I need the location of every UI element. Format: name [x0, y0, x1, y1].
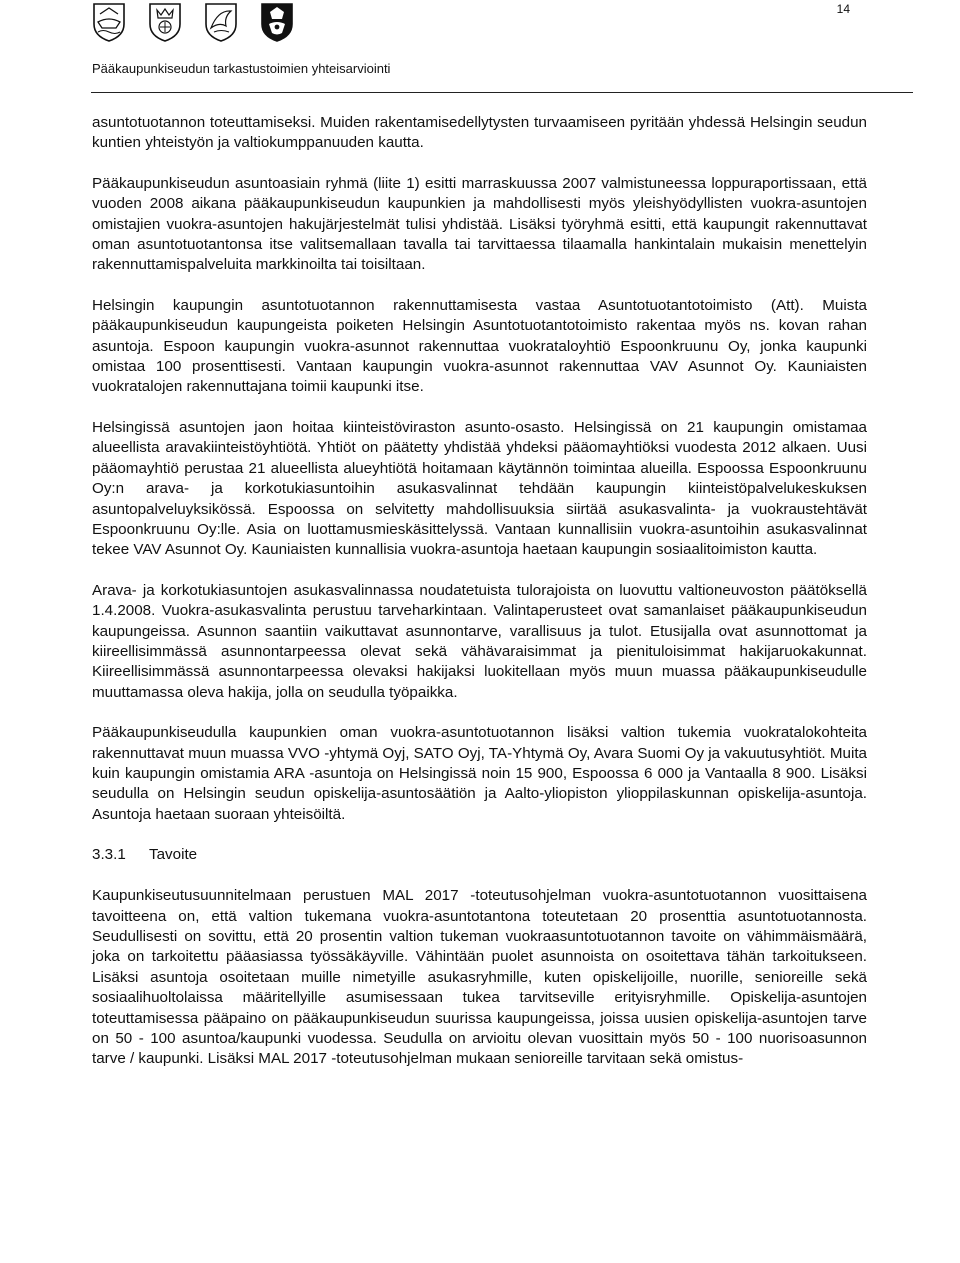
paragraph: Pääkaupunkiseudulla kaupunkien oman vuokra-asuntotuotannon lisäksi valtion tukemia vuokratalokohteita rakennuttavat muun muassa VVO -yhtymä Oyj, SATO Oyj, TA-Yhtymä Oy, Avara Suomi Oy ja vakuutusyhtiöt. Muita kuin kaupungin omistamia ARA -asuntoja on Helsingissä noin 15 900, Espoossa 6 000 ja Vantaalla 8 900. Lisäksi seudulla on Helsingin seudun opiskelija-asuntosäätiön ja Aalto-yliopiston ylioppilaskunnan opiskelija-asuntoja. Asuntoja haetaan suoraan yhteisöiltä. [92, 724, 867, 823]
paragraph: Helsingin kaupungin asuntotuotannon rakennuttamisesta vastaa Asuntotuotantotoimisto (Att). Muista pääkaupunkiseudun kaupungeista poiketen Helsingin Asuntotuotantotoimisto rakentaa myös ns. kovan rahan asuntoja. Espoon kaupungin vuokra-asunnot rakennuttaa vuokrataloyhtiö Espoonkruunu Oy, jonka kaupunki omistaa 100 prosenttisesti. Vantaan kaupungin vuokra-asunnot rakennuttaa VAV Asunnot Oy. Kauniaisten vuokratalojen rakennuttajana toimii kaupunki itse. [92, 296, 867, 396]
paragraph: Kaupunkiseutusuunnitelmaan perustuen MAL 2017 -toteutusohjelman vuokra-asuntotuotannon vuosittaisena tavoitteena on, että valtion tukemana vuokra-asuntotantona toteutetaan 20 prosenttia asuntotuotannosta. Seudullisesti on sovittu, että 20 prosentin valtion tukeman vuokraasuntotuotannon tavoite on vähimmäismäärä, joka on tarkoitettu pääasiassa työssäkäyville. Vähintään puolet asunnoista on osoitettava tähän tarkoitukseen. Lisäksi asuntoja osoitetaan muille nimetyille asukasryhmille, kuten opiskelijoille, nuorille, senioreille sekä sosiaalihuoltolaissa määritellyille asumisessaan tukea tarvitseville erityisryhmille. Opiskelija-asuntojen toteuttamisessa pääpaino on pääkaupunkiseudun suurissa kaupungeissa, joissa uusien opiskelija-asuntojen tarve on 50 - 100 asuntoa/kaupunki vuodessa. Seudulla on arvioitu olevan vuosittain myös 50 - 100 nuorisoasunnon tarve / kaupunki. Lisäksi MAL 2017 -toteutusohjelman mukaan senioreille tarvitaan sekä omistus- [92, 887, 867, 1068]
paragraph: Pääkaupunkiseudun asuntoasiain ryhmä (liite 1) esitti marraskuussa 2007 valmistuneessa loppuraportissaan, että vuoden 2008 aikana pääkaupunkiseudun kaupunkien ja mahdollisesti myös yleishyödyllisten vuokra-asuntojen omistajien vuokra-asuntojen hakujärjestelmät tulisi yhdistää. Lisäksi työryhmä esitti, että kaupungit rakennuttavat oman asuntotuotantonsa itse valitsemallaan tavalla tai tarvittaessa tilaamalla hankintalain mukaisin menettelyin rakennuttamispalveluita markkinoilta tai toisiltaan. [92, 174, 867, 274]
document-header-title: Pääkaupunkiseudun tarkastustoimien yhteisarviointi [92, 61, 391, 76]
section-heading [92, 845, 867, 865]
section-title: Tavoite [149, 846, 198, 864]
municipal-crests [92, 2, 294, 42]
espoo-crest-icon [148, 2, 182, 42]
header-divider [91, 92, 913, 93]
paragraph: Arava- ja korkotukiasuntojen asukasvalinnassa noudatetuista tulorajoista on luovuttu valtioneuvoston päätöksellä 1.4.2008. Vuokra-asukasvalinta perustuu tarveharkintaan. Valintaperusteet ovat samanlaiset pääkaupunkiseudun kaupungeissa. Asunnon saantiin vaikuttavat asunnontarve, varallisuus ja tulot. Etusijalla ovat asunnottomat ja kiireellisimmässä asunnontarpeessa olevat sekä vähävaraisimmat ja pienituloisimmat hakijaruokakunnat. Kiireellisimmässä asunnontarpeessa olevaksi hakijaksi luokitellaan myös muun muassa pääkaupunkiseudulle muuttamassa oleva hakija, jolla on seudulla työpaikka. [92, 581, 867, 701]
vantaa-crest-icon [204, 2, 238, 42]
document-body [92, 113, 867, 1090]
section-number: 3.3.1 [92, 846, 126, 864]
page-number: 14 [836, 2, 850, 16]
paragraph: Helsingissä asuntojen jaon hoitaa kiinteistöviraston asunto-osasto. Helsingissä on 21 kaupungin omistamaa alueellista aravakiinteistöyhtiötä. Yhtiöt on päätetty yhdistää yhdeksi pääomayhtiöksi vuodesta 2012 alkaen. Uusi pääomayhtiö perustaa 21 alueellista alueyhtiötä hoitamaan käytännön toimintaa alueilla. Espoossa Espoonkruunu Oy:n arava- ja korkotukiasuntoihin asukasvalinnat tehdään kaupungin kiinteistöpalvelukeskuksen asuntopalveluyksikössä. Espoossa on selvitetty mahdollisuuksia siirtää asukasvalinta- ja vuokraustehtävät Espoonkruunu Oy:lle. Asia on luottamusmieskäsittelyssä. Vantaan kunnallisiin vuokra-asuntoihin asukasvalinnat tekee VAV Asunnot Oy. Kauniaisten kunnallisia vuokra-asuntoja haetaan kaupungin sosiaalitoimiston kautta. [92, 418, 867, 559]
helsinki-crest-icon [92, 2, 126, 42]
paragraph: asuntotuotannon toteuttamiseksi. Muiden rakentamisedellytysten turvaamiseen pyritään yhdessä Helsingin seudun kuntien yhteistyön ja valtiokumppanuuden kautta. [92, 114, 867, 152]
kauniainen-crest-icon [260, 2, 294, 42]
